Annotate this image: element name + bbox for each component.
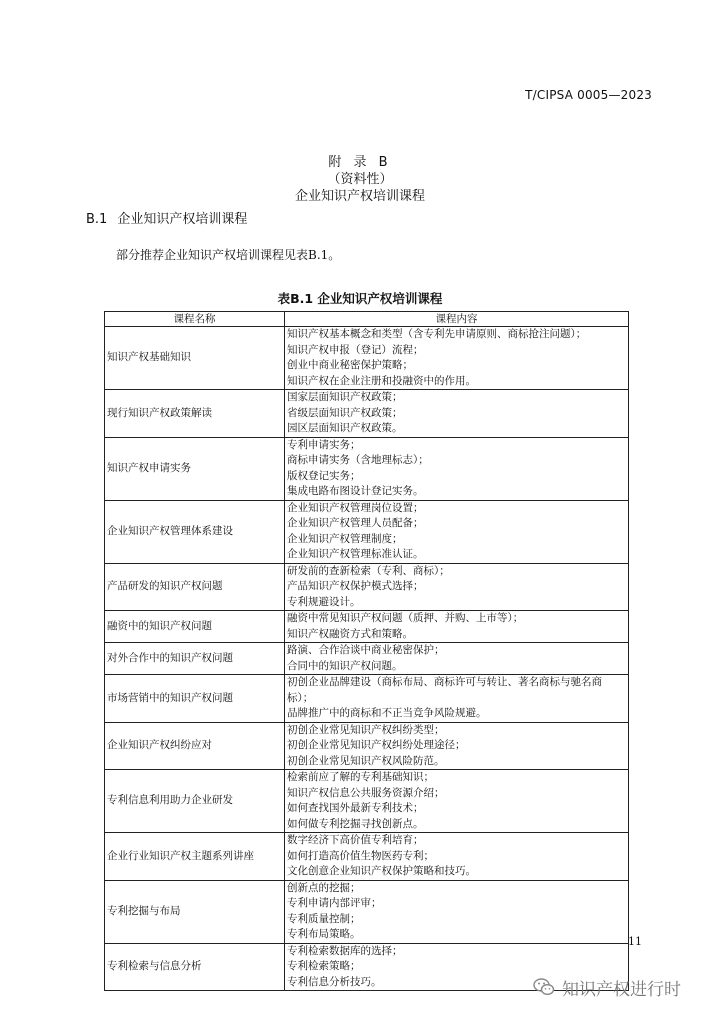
course-content-line: 园区层面知识产权政策。 bbox=[287, 422, 403, 434]
course-content-line: 产品知识产权保护模式选择； bbox=[287, 580, 424, 592]
course-content-line: 专利布局策略。 bbox=[287, 928, 361, 940]
course-content-line: 路演、合作洽谈中商业秘密保护； bbox=[287, 644, 445, 656]
course-name-cell: 产品研发的知识产权问题 bbox=[105, 563, 285, 611]
table-row bbox=[105, 390, 629, 438]
course-content-line: 知识产权基本概念和类型（含专利先申请原则、商标抢注问题）； bbox=[287, 328, 587, 340]
document-code: T/CIPSA 0005—2023 bbox=[525, 88, 652, 102]
annex-name: 企业知识产权培训课程 bbox=[294, 189, 425, 204]
course-content-line: 专利检索数据库的选择； bbox=[287, 944, 403, 957]
watermark bbox=[532, 973, 681, 1001]
course-content-line: 如何查找国外最新专利技术； bbox=[287, 802, 424, 814]
course-content-cell bbox=[285, 770, 629, 833]
course-name-cell: 市场营销中的知识产权问题 bbox=[105, 675, 285, 723]
course-content-line: 专利规避设计。 bbox=[287, 595, 361, 608]
table-header-row bbox=[105, 312, 629, 327]
course-content-line: 研发前的查新检索（专利、商标）； bbox=[287, 564, 450, 577]
course-content-line: 融资中常见知识产权问题（质押、并购、上市等）； bbox=[287, 612, 524, 624]
course-content-line: 合同中的知识产权问题。 bbox=[287, 659, 403, 672]
course-content-line: 创业中商业秘密保护策略； bbox=[287, 359, 413, 371]
course-content-line: 知识产权在企业注册和投融资中的作用。 bbox=[287, 374, 476, 387]
table-row bbox=[105, 770, 629, 833]
course-content-line: 专利申请实务； bbox=[287, 438, 361, 451]
course-content-cell bbox=[285, 833, 629, 881]
annex-nature: （资料性） bbox=[327, 172, 393, 187]
course-content-cell bbox=[285, 880, 629, 943]
course-content-line: 如何打造高价值生物医药专利； bbox=[287, 849, 434, 862]
watermark-text: 知识产权进行时 bbox=[562, 979, 681, 1000]
wechat-icon bbox=[532, 975, 556, 999]
course-content-line: 企业知识产权管理人员配备； bbox=[287, 517, 424, 529]
course-content-line: 专利检索策略； bbox=[287, 960, 361, 972]
course-content-cell bbox=[285, 611, 629, 643]
course-content-line: 初创企业品牌建设（商标布局、商标许可与转让、著名商标与驰名商 bbox=[287, 676, 602, 688]
course-content-line: 专利质量控制； bbox=[287, 912, 361, 925]
course-content-line: 初创企业常见知识产权风险防范。 bbox=[287, 754, 445, 767]
course-content-line: 品牌推广中的商标和不正当竞争风险规避。 bbox=[287, 707, 487, 719]
course-content-line: 省级层面知识产权政策； bbox=[287, 406, 403, 419]
course-name-cell: 对外合作中的知识产权问题 bbox=[105, 643, 285, 675]
course-name-cell: 企业知识产权纠纷应对 bbox=[105, 722, 285, 770]
intro-paragraph: 部分推荐企业知识产权培训课程见表B.1。 bbox=[116, 248, 341, 262]
table-row bbox=[105, 611, 629, 643]
column-header-content: 课程内容 bbox=[285, 312, 629, 327]
table-row bbox=[105, 675, 629, 723]
table-row bbox=[105, 643, 629, 675]
section-number: B.1 bbox=[86, 212, 108, 227]
course-content-cell bbox=[285, 675, 629, 723]
course-name-cell: 现行知识产权政策解读 bbox=[105, 390, 285, 438]
table-body bbox=[105, 327, 629, 991]
course-content-cell bbox=[285, 722, 629, 770]
course-content-cell bbox=[285, 643, 629, 675]
course-content-line: 企业知识产权管理制度； bbox=[287, 532, 403, 545]
table-row bbox=[105, 722, 629, 770]
table-row bbox=[105, 880, 629, 943]
course-name-cell: 专利检索与信息分析 bbox=[105, 943, 285, 991]
annex-title: 附 录 B bbox=[328, 155, 392, 170]
course-content-line: 集成电路布图设计登记实务。 bbox=[287, 485, 424, 497]
course-content-line: 企业知识产权管理标准认证。 bbox=[287, 548, 424, 560]
section-heading bbox=[86, 208, 247, 227]
course-content-line: 版权登记实务； bbox=[287, 469, 361, 482]
course-content-line: 专利申请内部评审； bbox=[287, 897, 382, 909]
course-content-line: 标）； bbox=[287, 691, 314, 704]
course-content-line: 知识产权融资方式和策略。 bbox=[287, 627, 413, 640]
course-content-cell bbox=[285, 327, 629, 390]
course-content-line: 初创企业常见知识产权纠纷处理途径； bbox=[287, 739, 466, 751]
course-name-cell: 专利挖掘与布局 bbox=[105, 880, 285, 943]
table-row bbox=[105, 437, 629, 500]
table-caption: 表B.1 企业知识产权培训课程 bbox=[277, 291, 443, 306]
course-content-line: 如何做专利挖掘寻找创新点。 bbox=[287, 817, 424, 830]
course-content-cell bbox=[285, 437, 629, 500]
course-name-cell: 企业行业知识产权主题系列讲座 bbox=[105, 833, 285, 881]
course-content-line: 文化创意企业知识产权保护策略和技巧。 bbox=[287, 865, 476, 877]
course-content-cell bbox=[285, 563, 629, 611]
course-content-line: 知识产权信息公共服务资源介绍； bbox=[287, 786, 445, 799]
course-content-line: 国家层面知识产权政策； bbox=[287, 391, 403, 403]
course-name-cell: 知识产权申请实务 bbox=[105, 437, 285, 500]
courses-table bbox=[104, 311, 629, 991]
column-header-name: 课程名称 bbox=[105, 312, 285, 327]
course-content-cell bbox=[285, 500, 629, 563]
course-content-line: 商标申请实务（含地理标志）； bbox=[287, 454, 429, 466]
course-name-cell: 融资中的知识产权问题 bbox=[105, 611, 285, 643]
course-content-cell bbox=[285, 390, 629, 438]
section-title: 企业知识产权培训课程 bbox=[117, 212, 248, 227]
course-content-line: 知识产权申报（登记）流程； bbox=[287, 343, 424, 356]
course-name-cell: 企业知识产权管理体系建设 bbox=[105, 500, 285, 563]
course-content-line: 初创企业常见知识产权纠纷类型； bbox=[287, 723, 445, 736]
course-content-line: 专利信息分析技巧。 bbox=[287, 975, 382, 988]
table-row bbox=[105, 327, 629, 390]
table-row bbox=[105, 833, 629, 881]
course-name-cell: 专利信息利用助力企业研发 bbox=[105, 770, 285, 833]
course-content-line: 数字经济下高价值专利培育； bbox=[287, 834, 424, 846]
course-content-line: 创新点的挖掘； bbox=[287, 881, 361, 894]
page-number: 11 bbox=[628, 935, 642, 948]
course-content-line: 企业知识产权管理岗位设置； bbox=[287, 501, 424, 514]
table-row bbox=[105, 500, 629, 563]
course-content-line: 检索前应了解的专利基础知识； bbox=[287, 771, 434, 783]
table-row bbox=[105, 563, 629, 611]
course-name-cell: 知识产权基础知识 bbox=[105, 327, 285, 390]
